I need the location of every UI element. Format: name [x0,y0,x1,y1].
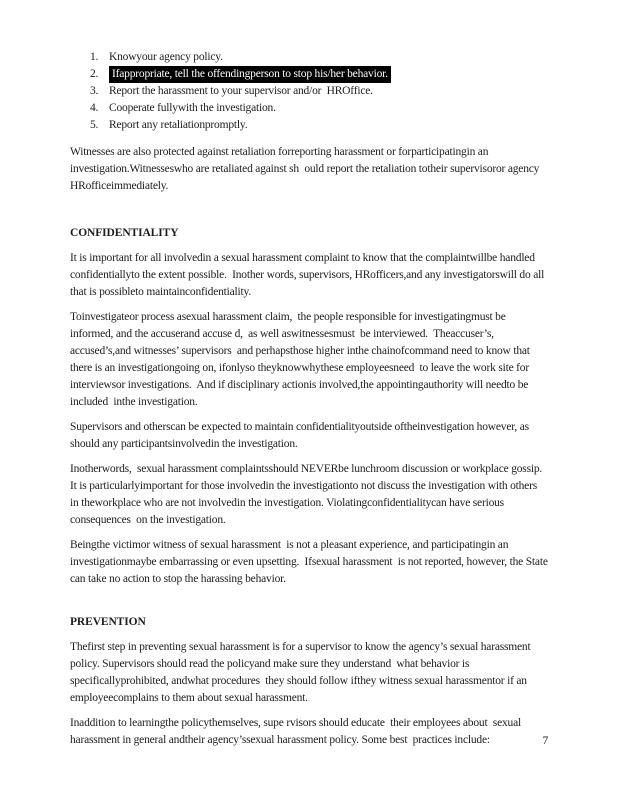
list-item-number: 3. [90,85,99,97]
paragraph-prevention-1: Thefirst step in preventing sexual harassment is for a supervisor to know the agency’s sexual harassment policy. Supervisors should read the policyand make sure they understand what behavior is specificallyprohibited, andwhat procedures they should follow ifthey witness sexual harassmentor if an employeecomplains to them about sexual harassment. [70,641,534,704]
highlighted-list-item-text: Ifappropriate, tell the offendingperson to stop his/her behavior. [109,66,391,83]
paragraph-witness-retaliation: Witnesses are also protected against retaliation forreporting harassment or forparticipatingin an investigation.Witnesseswho are retaliated against sh ould report the retaliation totheir supervisoror agency HRofficeimmediately. [70,146,542,192]
list-item-text: Report any retaliationpromptly. [109,119,248,131]
page-number: 7 [542,735,548,747]
list-item-number: 1. [90,51,99,63]
list-item [90,100,548,117]
section-heading-prevention: PREVENTION [70,616,146,628]
section-heading-confidentiality: CONFIDENTIALITY [70,227,179,239]
paragraph-confidentiality-2: Toinvestigateor process asexual harassment claim, the people responsible for investigatingmust be informed, and the accuserand accuse d, as well aswitnessesmust be interviewed. Theaccuser’s, accused’s,and witnesses’ supervisors and perhapsthose higher inthe chainofcommand need to know that there is an investigationgoing on, ifonlyso theyknowwhythese employeesneed to leave the work site for interviewsor investigations. And if disciplinary actionis involved,the appointingauthority will needto be included inthe investigation. [70,311,533,408]
list-item-number: 4. [90,102,99,114]
list-item-number: 2. [90,68,99,80]
steps-list [70,49,548,134]
list-item [90,66,548,83]
paragraph-confidentiality-3: Supervisors and otherscan be expected to maintain confidentialityoutside oftheinvestigation however, as should any participantsinvolvedin the investigation. [70,421,532,450]
paragraph-confidentiality-4: Inotherwords, sexual harassment complaintsshould NEVERbe lunchroom discussion or workplace gossip. It is particularlyimportant for those involvedin the investigationto not discuss the investigation with others in theworkplace who are not involvedin the investigation. Violatingconfidentialitycan have serious consequences on the investigation. [70,463,548,526]
list-item-number: 5. [90,119,99,131]
paragraph-confidentiality-5: Beingthe victimor witness of sexual harassment is not a pleasant experience, and participatingin an investigationmaybe embarrassing or even upsetting. Ifsexual harassment is not reported, however, the State can take no action to stop the harassing behavior. [70,539,551,585]
list-item [90,83,548,100]
list-item [90,117,548,134]
paragraph-confidentiality-1: It is important for all involvedin a sexual harassment complaint to know that the complaintwillbe handled confidentiallyto the extent possible. Inother words, supervisors, HRofficers,and any investigatorswill do all that is possibleto maintainconfidentiality. [70,252,547,298]
list-item-text: Cooperate fullywith the investigation. [109,102,276,114]
list-item [90,49,548,66]
list-item-text: Report the harassment to your supervisor and/or HROffice. [109,85,373,97]
paragraph-prevention-2: Inaddition to learningthe policythemselves, supe rvisors should educate their employees about sexual harassment in general andtheir agency’ssexual harassment policy. Some best practices include: [70,717,524,746]
list-item-text: Knowyour agency policy. [109,51,223,63]
